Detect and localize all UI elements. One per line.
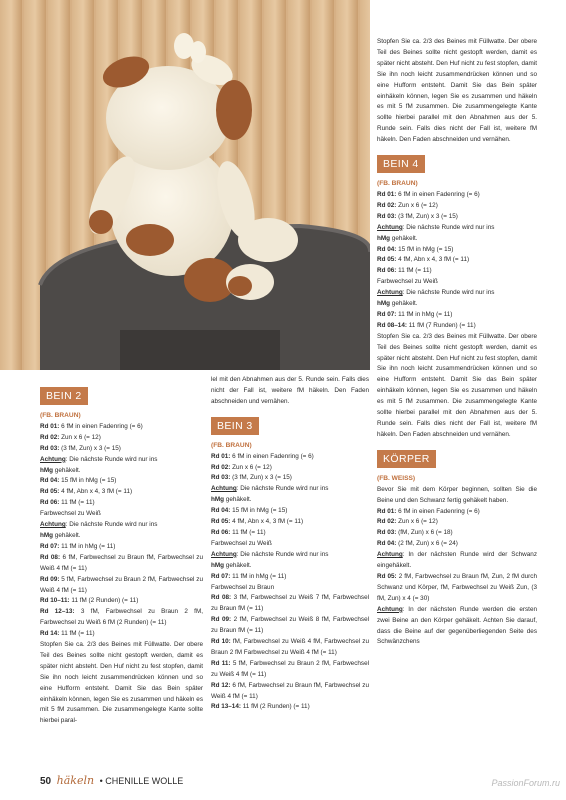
row-label: hMg xyxy=(211,561,225,569)
instruction-line xyxy=(40,509,203,520)
instruction-line xyxy=(211,473,369,484)
instruction-line xyxy=(377,572,537,605)
color-note: (FB. BRAUN) xyxy=(211,441,252,449)
instruction-text: : Die nächste Runde wird nur ins xyxy=(236,550,329,558)
instruction-text: 4 fM, Abn x 4, 3 fM (= 11) xyxy=(230,518,304,526)
attention-label: Achtung xyxy=(377,605,403,613)
instruction-line xyxy=(377,321,537,332)
instruction-text: 11 fM (2 Runden) (= 11) xyxy=(69,597,139,605)
instruction-text: 11 fM (7 Runden) (= 11) xyxy=(406,321,476,329)
instruction-line xyxy=(377,507,537,518)
instruction-line xyxy=(40,422,203,433)
row-label: Rd 07: xyxy=(211,572,231,580)
row-label: Rd 08: xyxy=(211,594,232,602)
instruction-line xyxy=(377,528,537,539)
instruction-text: (3 fM, Zun) x 3 (= 15) xyxy=(230,474,292,482)
row-label: Rd 06: xyxy=(40,499,60,507)
instruction-line xyxy=(211,506,369,517)
instruction-line xyxy=(211,550,369,561)
row-label: Rd 05: xyxy=(40,488,60,496)
attention-label: Achtung xyxy=(211,550,237,558)
instruction-text: 4 fM, Abn x 4, 3 fM (= 11) xyxy=(396,256,470,264)
instruction-text: 6 fM in einen Fadenring (= 6) xyxy=(59,422,143,430)
instruction-line xyxy=(40,433,203,444)
instruction-line xyxy=(211,615,369,637)
instruction-line xyxy=(40,444,203,455)
instruction-list xyxy=(377,507,537,649)
instruction-text: 11 fM (= 11) xyxy=(59,499,95,507)
row-label: hMg xyxy=(377,300,391,308)
row-label: Rd 01: xyxy=(377,507,397,515)
attention-label: Achtung xyxy=(40,521,66,529)
instruction-text: 11 fM in hMg (= 11) xyxy=(230,572,287,580)
instruction-line xyxy=(40,607,203,629)
instruction-text: 6 fM in einen Fadenring (= 6) xyxy=(396,190,480,198)
instruction-line xyxy=(40,476,203,487)
instruction-line xyxy=(211,463,369,474)
instruction-list xyxy=(377,190,537,332)
instruction-line xyxy=(211,561,369,572)
row-label: Rd 09: xyxy=(211,616,232,624)
row-label: Rd 01: xyxy=(211,452,231,460)
row-label: hMg xyxy=(40,531,54,539)
instruction-line xyxy=(211,572,369,583)
instruction-line xyxy=(377,277,537,288)
instruction-line xyxy=(40,542,203,553)
instruction-line xyxy=(377,223,537,234)
row-label: Rd 12–13: xyxy=(40,608,75,616)
page-footer xyxy=(40,774,183,787)
instruction-text: Farbwechsel zu Weiß xyxy=(40,510,101,518)
row-label: Rd 13–14: xyxy=(211,703,241,711)
instruction-line xyxy=(211,452,369,463)
instruction-text: 6 fM in einen Fadenring (= 6) xyxy=(230,452,314,460)
row-label: Rd 07: xyxy=(40,542,60,550)
row-label: Rd 08–14: xyxy=(377,321,407,329)
column-1 xyxy=(40,385,203,727)
instruction-text: 3 fM, Farbwechsel zu Braun 2 fM, Farbwechsel zu Weiß 6 fM (2 Runden) (= 11) xyxy=(40,608,203,627)
instruction-text: 5 fM, Farbwechsel zu Braun 2 fM, Farbwechsel zu Weiß 4 fM (= 11) xyxy=(40,575,203,594)
instruction-line xyxy=(211,681,369,703)
instruction-text: : Die nächste Runde wird nur ins xyxy=(402,223,495,231)
row-label: Rd 03: xyxy=(377,529,397,537)
row-label: Rd 10: xyxy=(211,638,231,646)
row-label: Rd 10–11: xyxy=(40,597,70,605)
instruction-text: gehäkelt. xyxy=(224,561,252,569)
instruction-line xyxy=(211,702,369,713)
section-heading-bein-2: BEIN 2 xyxy=(40,387,88,405)
instruction-text: Farbwechsel zu Weiß xyxy=(211,539,272,547)
instruction-line xyxy=(211,517,369,528)
instruction-line xyxy=(211,637,369,659)
row-label: Rd 08: xyxy=(40,553,61,561)
column-3 xyxy=(377,37,537,648)
instruction-text: 11 fM (= 11) xyxy=(59,630,95,638)
section-heading-koerper: KÖRPER xyxy=(377,450,436,468)
row-label: Rd 07: xyxy=(377,310,397,318)
instruction-text: 15 fM in hMg (= 15) xyxy=(230,507,288,515)
instruction-line xyxy=(211,484,369,495)
instruction-text: 2 fM, Farbwechsel zu Braun fM, Zun, 2 fM durch Schwanz und Körper, fM, Farbwechsel zu Weiß Zun, (3 fM, Zun) x 4 (= 30) xyxy=(377,572,537,602)
instruction-text: Zun x 6 (= 12) xyxy=(59,433,101,441)
instruction-text: gehäkelt. xyxy=(53,466,81,474)
row-label: hMg xyxy=(377,234,391,242)
instruction-line xyxy=(40,466,203,477)
instruction-line xyxy=(40,575,203,597)
instruction-text: : In der nächsten Runde wird der Schwanz eingehäkelt. xyxy=(377,551,537,570)
paragraph: Bevor Sie mit dem Körper beginnen, sollten Sie die Beine und den Schwanz fertig gehäkelt haben. xyxy=(377,485,537,504)
row-label: Rd 02: xyxy=(377,201,397,209)
instruction-line xyxy=(40,553,203,575)
instruction-text: 3 fM, Farbwechsel zu Weiß 7 fM, Farbwechsel zu Braun fM (= 11) xyxy=(211,594,370,613)
instruction-line xyxy=(211,583,369,594)
instruction-list xyxy=(40,422,203,640)
instruction-text: (3 fM, Zun) x 3 (= 15) xyxy=(396,212,458,220)
instruction-line xyxy=(211,495,369,506)
instruction-line xyxy=(377,517,537,528)
instruction-line xyxy=(40,596,203,607)
row-label: hMg xyxy=(40,466,54,474)
instruction-text: 15 fM in hMg (= 15) xyxy=(396,245,454,253)
row-label: Rd 05: xyxy=(377,572,397,580)
attention-label: Achtung xyxy=(377,223,403,231)
instruction-line xyxy=(377,550,537,572)
amigurumi-cow-image xyxy=(0,0,370,370)
row-label: hMg xyxy=(211,496,225,504)
instruction-text: gehäkelt. xyxy=(390,234,418,242)
paragraph: lel mit den Abnahmen aus der 5. Runde sein. Falls dies nicht der Fall ist, weitere fM häkeln. Den Faden abschneiden und vernähen. xyxy=(211,376,369,405)
instruction-line xyxy=(211,593,369,615)
row-label: Rd 04: xyxy=(40,477,60,485)
instruction-text: 11 fM in hMg (= 11) xyxy=(396,310,453,318)
paragraph: Stopfen Sie ca. 2/3 des Beines mit Füllwatte. Der obere Teil des Beines sollte nicht gestopft werden, damit es später nicht absteht. Den Huf nicht zu fest stopfen, damit Sie ihn noch leicht zusammendrücken können und so eine Hufform entsteht. Damit Sie das Bein später einhäkeln können, legen Sie es zusammen und häkeln es mit 5 fM zusammen. Die zusammengelegte Kante sollte hierbei parallel mit den Abnahmen aus der 5. Runde sein. Falls dies nicht der Fall ist, weitere fM häkeln. Den Faden abschneiden und vernähen. xyxy=(377,38,537,144)
instruction-line xyxy=(377,234,537,245)
attention-label: Achtung xyxy=(377,551,403,559)
color-note: (FB. BRAUN) xyxy=(40,412,81,419)
row-label: Rd 06: xyxy=(377,267,397,275)
instruction-line xyxy=(377,310,537,321)
instruction-text: : Die nächste Runde wird nur ins xyxy=(65,521,158,529)
instruction-line xyxy=(40,520,203,531)
instruction-text: 6 fM, Farbwechsel zu Braun fM, Farbwechsel zu Weiß 4 fM (= 11) xyxy=(211,681,370,700)
instruction-text: fM, Farbwechsel zu Weiß 4 fM, Farbwechsel zu Braun 2 fM Farbwechsel zu Weiß 4 fM (= 11) xyxy=(211,638,369,656)
instruction-line xyxy=(377,212,537,223)
row-label: Rd 06: xyxy=(211,528,231,536)
row-label: Rd 01: xyxy=(377,190,397,198)
attention-label: Achtung xyxy=(211,485,237,493)
attention-label: Achtung xyxy=(40,455,66,463)
instruction-line xyxy=(377,255,537,266)
row-label: Rd 05: xyxy=(377,256,397,264)
row-label: Rd 09: xyxy=(40,575,60,583)
instruction-line xyxy=(377,299,537,310)
cow-photo xyxy=(0,0,370,370)
row-label: Rd 02: xyxy=(377,518,397,526)
instruction-text: 11 fM in hMg (= 11) xyxy=(59,542,116,550)
instruction-line xyxy=(40,455,203,466)
instruction-line xyxy=(377,539,537,550)
watermark: PassionForum.ru xyxy=(491,778,560,788)
instruction-text: 11 fM (= 11) xyxy=(396,267,432,275)
row-label: Rd 03: xyxy=(40,444,60,452)
instruction-text: Farbwechsel zu Weiß xyxy=(377,278,438,286)
section-heading-bein-3: BEIN 3 xyxy=(211,417,259,435)
paragraph: Stopfen Sie ca. 2/3 des Beines mit Füllwatte. Der obere Teil des Beines sollte nicht gestopft werden, damit es später nicht absteht. Den Huf nicht zu fest stopfen, damit Sie ihn noch leicht zusammendrücken können und so eine Hufform entsteht. Damit Sie das Bein später einhäkeln können, legen Sie es zusammen und häkeln es mit 5 fM zusammen. Die zusammengelegte Kante sollte hierbei parallel mit den Abnahmen aus der 5. Runde sein. Falls dies nicht der Fall ist, weitere fM häkeln. Den Faden abschneiden und vernähen. xyxy=(377,332,537,438)
instruction-text: : Die nächste Runde wird nur ins xyxy=(402,289,495,297)
issue-title: CHENILLE WOLLE xyxy=(105,776,184,786)
instruction-text: (3 fM, Zun) x 3 (= 15) xyxy=(59,444,121,452)
instruction-text: gehäkelt. xyxy=(53,531,81,539)
row-label: Rd 02: xyxy=(211,463,231,471)
instruction-line xyxy=(377,605,537,649)
separator: • xyxy=(99,776,103,786)
instruction-list xyxy=(211,452,369,714)
row-label: Rd 14: xyxy=(40,630,60,638)
instruction-text: 5 fM, Farbwechsel zu Braun 2 fM, Farbwechsel zu Weiß 4 fM (= 11) xyxy=(211,659,370,678)
magazine-logo: häkeln xyxy=(56,774,95,787)
column-2 xyxy=(211,375,369,713)
instruction-line xyxy=(377,288,537,299)
row-label: Rd 05: xyxy=(211,518,231,526)
instruction-text: 4 fM, Abn x 4, 3 fM (= 11) xyxy=(59,488,133,496)
row-label: Rd 04: xyxy=(377,540,397,548)
instruction-line xyxy=(40,487,203,498)
instruction-line xyxy=(40,498,203,509)
instruction-text: 6 fM, Farbwechsel zu Braun fM, Farbwechsel zu Weiß 4 fM (= 11) xyxy=(40,553,204,572)
page-number: 50 xyxy=(40,776,52,787)
color-note: (FB. WEISS) xyxy=(377,474,416,482)
row-label: Rd 01: xyxy=(40,422,60,430)
row-label: Rd 02: xyxy=(40,433,60,441)
instruction-text: : Die nächste Runde wird nur ins xyxy=(236,485,329,493)
instruction-line xyxy=(377,190,537,201)
instruction-text: Farbwechsel zu Braun xyxy=(211,583,275,591)
color-note: (FB. BRAUN) xyxy=(377,180,418,188)
instruction-line xyxy=(211,539,369,550)
instruction-text: Zun x 6 (= 12) xyxy=(396,518,438,526)
instruction-text: Zun x 6 (= 12) xyxy=(230,463,272,471)
instruction-text: 11 fM (= 11) xyxy=(230,528,266,536)
paragraph: Stopfen Sie ca. 2/3 des Beines mit Füllwatte. Der obere Teil des Beines sollte nicht gestopft werden, damit es später nicht absteht. Den Huf nicht zu fest stopfen, damit Sie ihn noch leicht zusammendrücken können und so eine Hufform entsteht. Damit Sie das Bein später einhäkeln können, legen Sie es zusammen und häkeln es mit 5 fM zusammen. Die zusammengelegte Kante sollte hierbei paral- xyxy=(40,641,203,725)
attention-label: Achtung xyxy=(377,289,403,297)
instruction-text: Zun x 6 (= 12) xyxy=(396,201,438,209)
row-label: Rd 12: xyxy=(211,681,231,689)
instruction-line xyxy=(377,201,537,212)
instruction-line xyxy=(377,245,537,256)
instruction-line xyxy=(40,629,203,640)
row-label: Rd 11: xyxy=(211,659,231,667)
instruction-text: 15 fM in hMg (= 15) xyxy=(59,477,117,485)
row-label: Rd 03: xyxy=(211,474,231,482)
instruction-text: 2 fM, Farbwechsel zu Weiß 8 fM, Farbwechsel zu Braun fM (= 11) xyxy=(211,616,370,635)
instruction-text: 6 fM in einen Fadenring (= 6) xyxy=(396,507,480,515)
instruction-text: 11 fM (2 Runden) (= 11) xyxy=(240,703,310,711)
instruction-line xyxy=(40,531,203,542)
instruction-text: : In der nächsten Runde werden die ersten zwei Beine an den Körper gehäkelt. Achten Sie darauf, dass die Beine auf der gegenüberliegenden Seite des Schwänzchens xyxy=(377,605,537,646)
instruction-line xyxy=(211,528,369,539)
row-label: Rd 04: xyxy=(211,507,231,515)
instruction-text: gehäkelt. xyxy=(390,300,418,308)
instruction-text: (2 fM, Zun) x 6 (= 24) xyxy=(396,540,458,548)
instruction-text: gehäkelt. xyxy=(224,496,252,504)
section-heading-bein-4: BEIN 4 xyxy=(377,155,425,173)
instruction-line xyxy=(377,266,537,277)
row-label: Rd 04: xyxy=(377,245,397,253)
instruction-text: (fM, Zun) x 6 (= 18) xyxy=(396,529,453,537)
row-label: Rd 03: xyxy=(377,212,397,220)
instruction-line xyxy=(211,659,369,681)
instruction-text: : Die nächste Runde wird nur ins xyxy=(65,455,158,463)
